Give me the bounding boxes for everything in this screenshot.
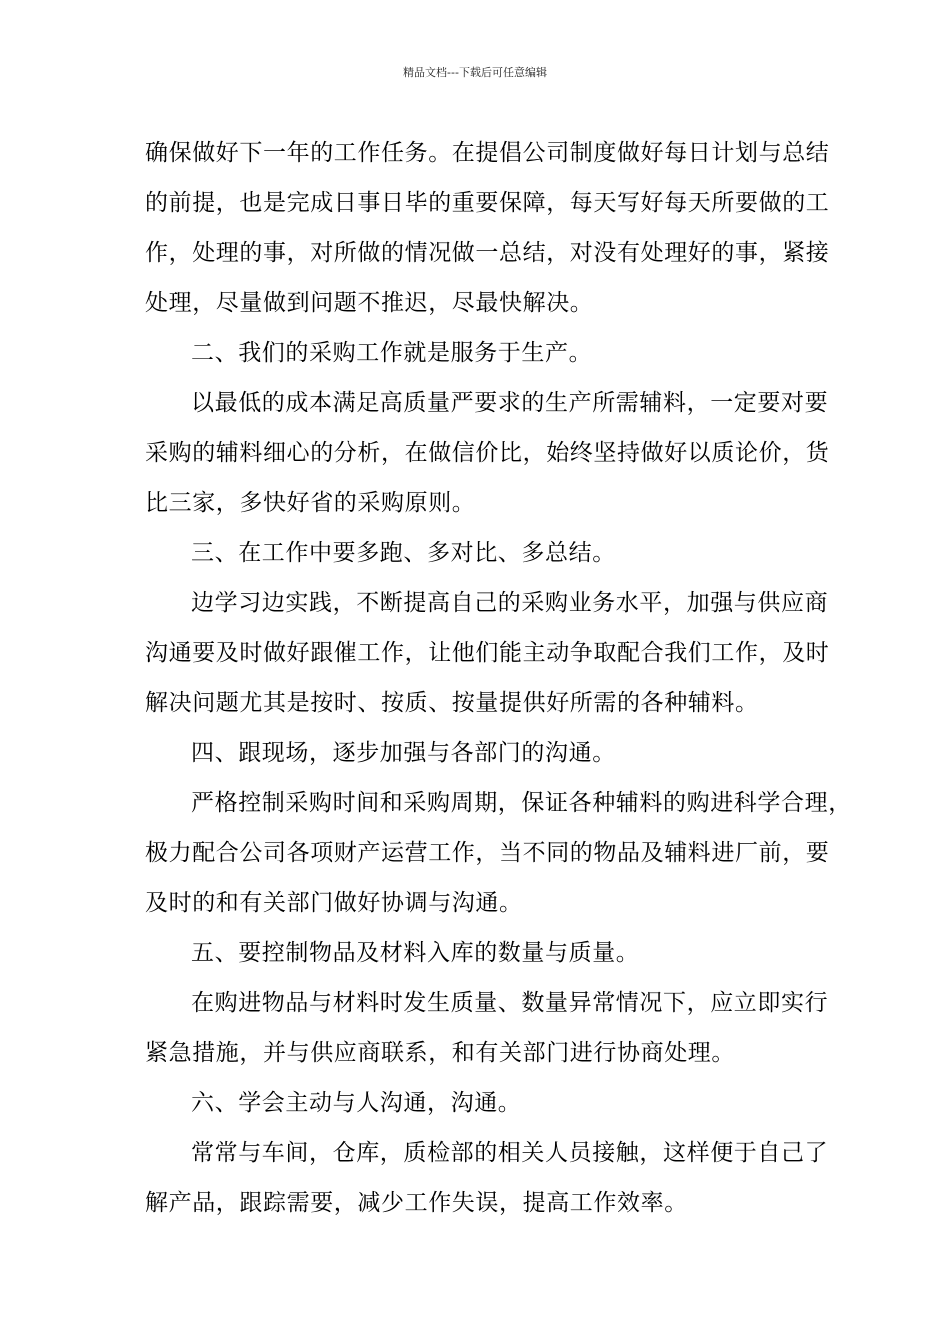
section-heading: 六、学会主动与人沟通，沟通。 <box>191 1090 522 1116</box>
text-line: 边学习边实践，不断提高自己的采购业务水平，加强与供应商 <box>191 590 829 616</box>
text-line: 及时的和有关部门做好协调与沟通。 <box>145 890 523 916</box>
text-line: 比三家，多快好省的采购原则。 <box>145 490 476 516</box>
text-line: 的前提，也是完成日事日毕的重要保障，每天写好每天所要做的工 <box>145 190 830 216</box>
section-heading: 四、跟现场，逐步加强与各部门的沟通。 <box>191 740 616 766</box>
text-line: 极力配合公司各项财产运营工作，当不同的物品及辅料进厂前，要 <box>145 840 830 866</box>
text-line: 处理，尽量做到问题不推迟，尽最快解决。 <box>145 290 594 316</box>
text-line: 紧急措施，并与供应商联系，和有关部门进行协商处理。 <box>145 1040 735 1066</box>
text-line: 解产品，跟踪需要，减少工作失误，提高工作效率。 <box>145 1190 688 1216</box>
section-heading: 五、要控制物品及材料入库的数量与质量。 <box>191 940 640 966</box>
text-line: 以最低的成本满足高质量严要求的生产所需辅料，一定要对要 <box>191 390 829 416</box>
text-line: 采购的辅料细心的分析，在做信价比，始终坚持做好以质论价，货 <box>145 440 830 466</box>
text-line: 严格控制采购时间和采购周期，保证各种辅料的购进科学合理， <box>191 790 852 816</box>
page-header: 精品文档---下载后可任意编辑 <box>403 66 547 79</box>
text-line: 作，处理的事，对所做的情况做一总结，对没有处理好的事，紧接 <box>145 240 830 266</box>
text-line: 解决问题尤其是按时、按质、按量提供好所需的各种辅料。 <box>145 690 759 716</box>
text-line: 在购进物品与材料时发生质量、数量异常情况下，应立即实行 <box>191 990 829 1016</box>
text-line: 常常与车间，仓库，质检部的相关人员接触，这样便于自己了 <box>191 1140 829 1166</box>
text-line: 确保做好下一年的工作任务。在提倡公司制度做好每日计划与总结 <box>145 140 830 166</box>
section-heading: 三、在工作中要多跑、多对比、多总结。 <box>191 540 616 566</box>
document-body <box>145 128 852 1228</box>
section-heading: 二、我们的采购工作就是服务于生产。 <box>191 340 593 366</box>
text-line: 沟通要及时做好跟催工作，让他们能主动争取配合我们工作，及时 <box>145 640 830 666</box>
